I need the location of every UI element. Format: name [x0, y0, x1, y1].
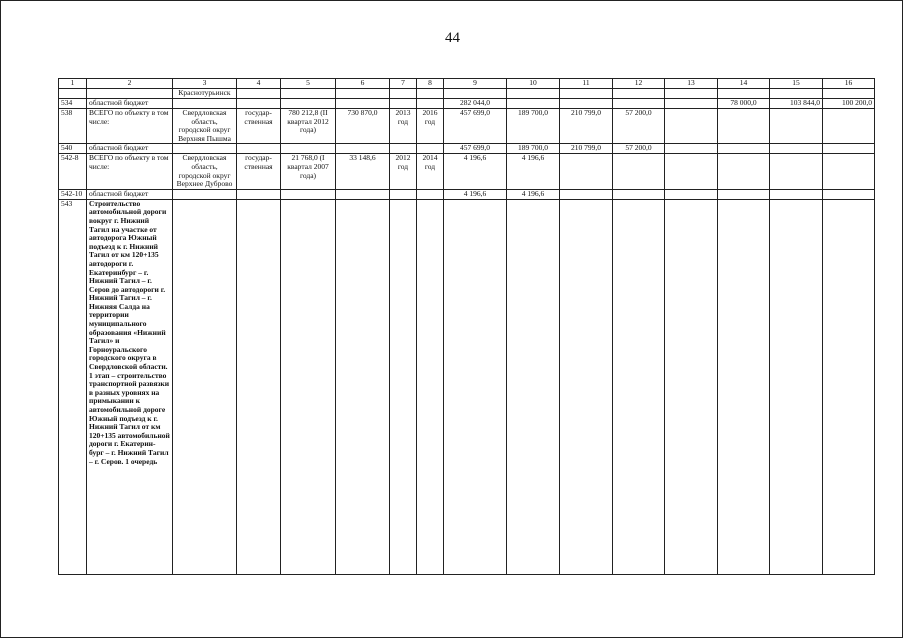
col-header: 11 [560, 79, 613, 89]
table-cell-c15 [770, 89, 823, 99]
col-header: 13 [665, 79, 718, 89]
table-row [59, 99, 875, 109]
table-cell-c9: 457 699,0 [444, 144, 507, 154]
page-number: 44 [445, 30, 460, 46]
table-cell-c11 [560, 189, 613, 199]
table-cell-own: государ-ственная [237, 154, 281, 189]
table-cell-c16 [823, 154, 875, 189]
table-cell-y2 [417, 189, 444, 199]
table-cell-c16: 100 200,0 [823, 99, 875, 109]
table-cell-c13 [665, 89, 718, 99]
table-cell-y1 [390, 99, 417, 109]
table-cell-c15: 103 844,0 [770, 99, 823, 109]
table-cell-name: областной бюджет [87, 189, 173, 199]
table-cell-c9: 457 699,0 [444, 109, 507, 144]
table-cell-y1 [390, 199, 417, 574]
table-row [59, 199, 875, 574]
table-cell-name [87, 89, 173, 99]
table-cell-c13 [665, 154, 718, 189]
table-cell-cost [281, 89, 336, 99]
table-cell-id: 543 [59, 199, 87, 574]
table-cell-region: Свердловская область, городской округ Верхняя Пышма [173, 109, 237, 144]
table-cell-c16 [823, 109, 875, 144]
col-header: 5 [281, 79, 336, 89]
table-row [59, 89, 875, 99]
col-header: 10 [507, 79, 560, 89]
table-cell-y1 [390, 89, 417, 99]
table-cell-c10: 4 196,6 [507, 154, 560, 189]
col-header: 2 [87, 79, 173, 89]
table-cell-id [59, 89, 87, 99]
table-cell-c15 [770, 189, 823, 199]
table-cell-y1 [390, 144, 417, 154]
table-cell-y2 [417, 144, 444, 154]
table-cell-c11: 210 799,0 [560, 144, 613, 154]
table-cell-c11: 210 799,0 [560, 109, 613, 144]
budget-table [58, 78, 875, 575]
table-row [59, 109, 875, 144]
table-cell-c12 [613, 99, 665, 109]
table-cell-y1: 2013 год [390, 109, 417, 144]
table-cell-c10 [507, 99, 560, 109]
table-cell-c9 [444, 89, 507, 99]
table-cell-c13 [665, 199, 718, 574]
table-cell-id: 542-10 [59, 189, 87, 199]
table-cell-region [173, 189, 237, 199]
table-cell-y2: 2016 год [417, 109, 444, 144]
col-header: 1 [59, 79, 87, 89]
table-cell-c13 [665, 144, 718, 154]
table-cell-c9: 282 044,0 [444, 99, 507, 109]
table-cell-c16 [823, 189, 875, 199]
table-cell-c14 [718, 199, 770, 574]
table-cell-est [336, 189, 390, 199]
table-cell-own [237, 199, 281, 574]
table-cell-y1: 2012 год [390, 154, 417, 189]
col-header: 8 [417, 79, 444, 89]
table-cell-c10 [507, 199, 560, 574]
table-cell-c12 [613, 154, 665, 189]
table-cell-c14 [718, 144, 770, 154]
table-cell-c15 [770, 199, 823, 574]
table-cell-region [173, 99, 237, 109]
table-row [59, 154, 875, 189]
table-row [59, 189, 875, 199]
table-cell-y2 [417, 99, 444, 109]
table-cell-cost [281, 144, 336, 154]
col-header: 16 [823, 79, 875, 89]
table-cell-c10: 189 700,0 [507, 144, 560, 154]
table-cell-c15 [770, 154, 823, 189]
col-header: 12 [613, 79, 665, 89]
table-cell-c9 [444, 199, 507, 574]
table-cell-name: Строительство автомобильной дороги вокруг г. Нижний Тагил на участке от автодорога Южный подъезд к г. Нижний Тагил от км 120+135 автодороги г. Екатеринбург – г. Нижний Тагил – г. Серов до автодороги г. Нижний Тагил – г. Нижняя Салда на территории муниципального образования «Нижний Тагил» и Горноуральского городского округа в Свердловской области. 1 этап – строительство транспортной развязки в разных уровнях на примыкании к автомобильной дороге Южный подъезд к г. Нижний Тагил от км 120+135 автомобильной дороги г. Екатерин-бург – г. Нижний Тагил – г. Серов. 1 очередь [87, 199, 173, 574]
col-header: 7 [390, 79, 417, 89]
table-cell-region: Краснотурьинск [173, 89, 237, 99]
table-cell-c12 [613, 89, 665, 99]
col-header: 15 [770, 79, 823, 89]
table-cell-name: ВСЕГО по объекту в том числе: [87, 109, 173, 144]
table-cell-c14: 78 000,0 [718, 99, 770, 109]
table-cell-est [336, 144, 390, 154]
table-cell-c14 [718, 189, 770, 199]
table-cell-c11 [560, 199, 613, 574]
table-cell-est: 33 148,6 [336, 154, 390, 189]
col-header: 9 [444, 79, 507, 89]
table-cell-c13 [665, 99, 718, 109]
table-cell-id: 538 [59, 109, 87, 144]
table-cell-cost: 21 768,0 (I квартал 2007 года) [281, 154, 336, 189]
table-cell-region [173, 144, 237, 154]
table-cell-est [336, 199, 390, 574]
table-cell-c15 [770, 144, 823, 154]
table-cell-cost [281, 99, 336, 109]
table-cell-c16 [823, 144, 875, 154]
column-number-row [59, 79, 875, 89]
table-cell-own [237, 89, 281, 99]
table-cell-region: Свердловская область, городской округ Верхнее Дуброво [173, 154, 237, 189]
table-cell-name: ВСЕГО по объекту в том числе: [87, 154, 173, 189]
table-cell-cost [281, 189, 336, 199]
table-cell-own [237, 189, 281, 199]
table-cell-c16 [823, 89, 875, 99]
table-cell-c9: 4 196,6 [444, 189, 507, 199]
table-cell-c12: 57 200,0 [613, 144, 665, 154]
table-cell-own [237, 99, 281, 109]
col-header: 3 [173, 79, 237, 89]
table-cell-name: областной бюджет [87, 99, 173, 109]
table-cell-c13 [665, 109, 718, 144]
table-cell-y1 [390, 189, 417, 199]
table-cell-region [173, 199, 237, 574]
col-header: 14 [718, 79, 770, 89]
table-cell-est [336, 89, 390, 99]
table-cell-id: 542-8 [59, 154, 87, 189]
table-cell-y2 [417, 199, 444, 574]
table-cell-c9: 4 196,6 [444, 154, 507, 189]
table-cell-c14 [718, 109, 770, 144]
table-cell-est [336, 99, 390, 109]
table-cell-id: 534 [59, 99, 87, 109]
table-cell-c11 [560, 89, 613, 99]
table-cell-c14 [718, 154, 770, 189]
table-cell-c13 [665, 189, 718, 199]
table-cell-y2 [417, 89, 444, 99]
table-cell-own [237, 144, 281, 154]
table-cell-c12 [613, 189, 665, 199]
table-cell-own: государ-ственная [237, 109, 281, 144]
table-cell-y2: 2014 год [417, 154, 444, 189]
table-cell-c12: 57 200,0 [613, 109, 665, 144]
table-cell-c10 [507, 89, 560, 99]
table-cell-id: 540 [59, 144, 87, 154]
table-cell-est: 730 870,0 [336, 109, 390, 144]
table-cell-c12 [613, 199, 665, 574]
table-cell-c11 [560, 99, 613, 109]
col-header: 4 [237, 79, 281, 89]
table-cell-name: областной бюджет [87, 144, 173, 154]
table-cell-c10: 189 700,0 [507, 109, 560, 144]
table-cell-c10: 4 196,6 [507, 189, 560, 199]
col-header: 6 [336, 79, 390, 89]
table-cell-c14 [718, 89, 770, 99]
table-cell-cost: 780 212,8 (II квартал 2012 года) [281, 109, 336, 144]
table-cell-cost [281, 199, 336, 574]
table-row [59, 144, 875, 154]
table-cell-c16 [823, 199, 875, 574]
table-cell-c15 [770, 109, 823, 144]
table-cell-c11 [560, 154, 613, 189]
